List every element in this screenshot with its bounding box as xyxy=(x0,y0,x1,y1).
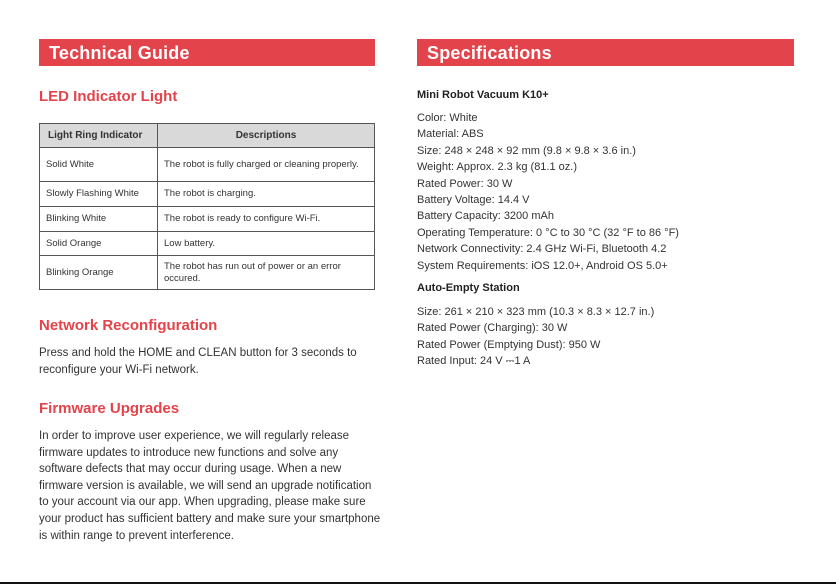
table-row xyxy=(40,232,375,256)
led-indicator-table xyxy=(39,123,375,290)
description-cell: Low battery. xyxy=(158,232,375,256)
table-row xyxy=(40,182,375,207)
table-row xyxy=(40,207,375,232)
table-row xyxy=(40,148,375,182)
indicator-cell: Solid White xyxy=(40,148,158,182)
spec-item: System Requirements: iOS 12.0+, Android OS 5.0+ xyxy=(417,259,668,272)
spec-item: Color: White xyxy=(417,112,478,124)
spec-item: Network Connectivity: 2.4 GHz Wi-Fi, Bluetooth 4.2 xyxy=(417,243,667,256)
spec-item: Rated Power: 30 W xyxy=(417,177,513,190)
robot-spec-list xyxy=(417,110,679,274)
spec-item: Material: ABS xyxy=(417,128,484,141)
firmware-upgrades-heading: Firmware Upgrades xyxy=(39,400,180,417)
specifications-banner: Specifications xyxy=(417,39,794,66)
robot-spec-title: Mini Robot Vacuum K10+ xyxy=(417,89,549,101)
led-indicator-heading: LED Indicator Light xyxy=(39,88,178,105)
spec-item: Size: 248 × 248 × 92 mm (9.8 × 9.8 × 3.6 in.) xyxy=(417,144,636,157)
column-header-descriptions: Descriptions xyxy=(158,124,375,148)
table-row xyxy=(40,256,375,290)
network-reconfiguration-heading: Network Reconfiguration xyxy=(39,317,218,334)
description-cell: The robot has run out of power or an error occured. xyxy=(158,256,375,290)
technical-guide-banner: Technical Guide xyxy=(39,39,375,66)
spec-item: Weight: Approx. 2.3 kg (81.1 oz.) xyxy=(417,161,577,174)
spec-item: Size: 261 × 210 × 323 mm (10.3 × 8.3 × 12.7 in.) xyxy=(417,306,655,318)
indicator-cell: Blinking White xyxy=(40,207,158,232)
description-cell: The robot is ready to configure Wi-Fi. xyxy=(158,207,375,232)
spec-item: Rated Power (Emptying Dust): 950 W xyxy=(417,338,601,351)
spec-item: Operating Temperature: 0 °C to 30 °C (32 °F to 86 °F) xyxy=(417,226,679,239)
spec-item: Battery Capacity: 3200 mAh xyxy=(417,210,554,223)
spec-item: Rated Input: 24 V ⎓1 A xyxy=(417,355,531,368)
table-header-row xyxy=(40,124,375,148)
indicator-cell: Slowly Flashing White xyxy=(40,182,158,207)
firmware-upgrades-text: In order to improve user experience, we will regularly release firmware updates to introduce new functions and solve any software defects that may occur during usage. When a new firmware version is available, we will send an upgrade notification to your account via our app. When upgrading, please make sure your product has sufficient battery and make sure your smartphone is within range to prevent interference. xyxy=(39,430,381,542)
description-cell: The robot is charging. xyxy=(158,182,375,207)
column-header-indicator: Light Ring Indicator xyxy=(40,124,158,148)
indicator-cell: Blinking Orange xyxy=(40,256,158,290)
spec-item: Battery Voltage: 14.4 V xyxy=(417,194,530,207)
station-spec-title: Auto-Empty Station xyxy=(417,282,520,294)
spec-item: Rated Power (Charging): 30 W xyxy=(417,322,568,335)
description-cell: The robot is fully charged or cleaning properly. xyxy=(158,148,375,182)
network-reconfiguration-text: Press and hold the HOME and CLEAN button for 3 seconds to reconfigure your Wi-Fi network. xyxy=(39,347,357,376)
indicator-cell: Solid Orange xyxy=(40,232,158,256)
station-spec-list xyxy=(417,304,654,370)
